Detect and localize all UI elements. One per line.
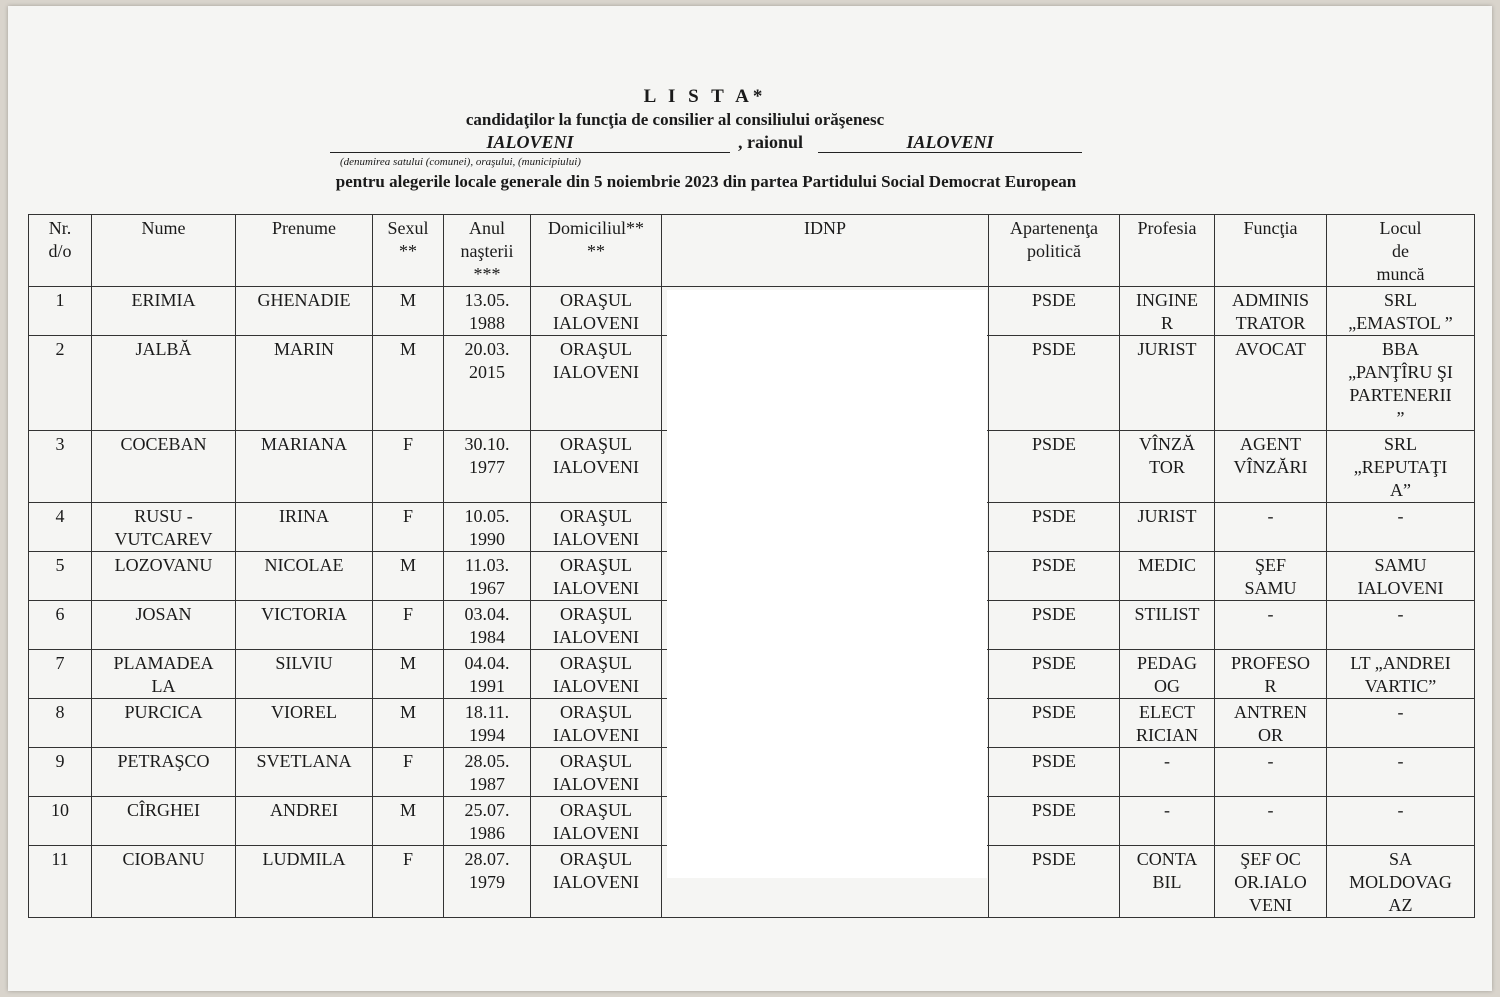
- col-header-idnp: IDNP: [662, 215, 989, 287]
- cell-domiciliul: ORAŞUL IALOVENI: [531, 699, 662, 748]
- cell-functia: AGENT VÎNZĂRI: [1215, 431, 1327, 503]
- cell-anul: 28.05. 1987: [444, 748, 531, 797]
- cell-nr: 1: [29, 287, 92, 336]
- cell-nume: CÎRGHEI: [92, 797, 236, 846]
- locality-note: (denumirea satului (comunei), oraşului, (municipiului): [340, 156, 581, 168]
- cell-locul: -: [1327, 503, 1475, 552]
- cell-profesia: MEDIC: [1120, 552, 1215, 601]
- cell-locul: -: [1327, 797, 1475, 846]
- cell-anul: 03.04. 1984: [444, 601, 531, 650]
- cell-sexul: F: [373, 503, 444, 552]
- cell-prenume: MARIANA: [236, 431, 373, 503]
- cell-nr: 7: [29, 650, 92, 699]
- cell-domiciliul: ORAŞUL IALOVENI: [531, 748, 662, 797]
- col-header-functia: Funcţia: [1215, 215, 1327, 287]
- cell-sexul: F: [373, 431, 444, 503]
- cell-sexul: F: [373, 601, 444, 650]
- cell-apartenenta: PSDE: [989, 552, 1120, 601]
- cell-nr: 3: [29, 431, 92, 503]
- cell-domiciliul: ORAŞUL IALOVENI: [531, 336, 662, 431]
- cell-functia: -: [1215, 601, 1327, 650]
- cell-apartenenta: PSDE: [989, 748, 1120, 797]
- cell-profesia: -: [1120, 748, 1215, 797]
- cell-nr: 4: [29, 503, 92, 552]
- page-title: L I S T A*: [643, 86, 767, 107]
- cell-sexul: F: [373, 846, 444, 918]
- cell-nr: 9: [29, 748, 92, 797]
- cell-sexul: M: [373, 797, 444, 846]
- cell-nume: COCEBAN: [92, 431, 236, 503]
- cell-profesia: -: [1120, 797, 1215, 846]
- cell-nr: 8: [29, 699, 92, 748]
- cell-locul: LT „ANDREI VARTIC”: [1327, 650, 1475, 699]
- cell-apartenenta: PSDE: [989, 601, 1120, 650]
- cell-sexul: M: [373, 552, 444, 601]
- cell-locul: SRL „EMASTOL ”: [1327, 287, 1475, 336]
- cell-profesia: PEDAG OG: [1120, 650, 1215, 699]
- page-subtitle: candidaţilor la funcţia de consilier al consiliului orăşenesc: [465, 110, 885, 129]
- cell-anul: 04.04. 1991: [444, 650, 531, 699]
- cell-sexul: M: [373, 287, 444, 336]
- cell-apartenenta: PSDE: [989, 797, 1120, 846]
- col-header-sexul: Sexul **: [373, 215, 444, 287]
- election-line: pentru alegerile locale generale din 5 noiembrie 2023 din partea Partidului Social Democrat European: [335, 172, 1077, 191]
- cell-prenume: VIOREL: [236, 699, 373, 748]
- cell-prenume: ANDREI: [236, 797, 373, 846]
- cell-locul: SAMU IALOVENI: [1327, 552, 1475, 601]
- raion-field: IALOVENI: [818, 132, 1082, 153]
- cell-functia: -: [1215, 748, 1327, 797]
- cell-domiciliul: ORAŞUL IALOVENI: [531, 797, 662, 846]
- col-header-anul: Anul naşterii ***: [444, 215, 531, 287]
- cell-apartenenta: PSDE: [989, 336, 1120, 431]
- raion-label: , raionul: [738, 132, 804, 152]
- table-header-row: [29, 215, 1475, 287]
- cell-profesia: INGINE R: [1120, 287, 1215, 336]
- cell-nume: ERIMIA: [92, 287, 236, 336]
- cell-anul: 28.07. 1979: [444, 846, 531, 918]
- col-header-locul: Locul de muncă: [1327, 215, 1475, 287]
- cell-functia: PROFESO R: [1215, 650, 1327, 699]
- cell-prenume: LUDMILA: [236, 846, 373, 918]
- cell-locul: BBA „PANŢÎRU ŞI PARTENERII ”: [1327, 336, 1475, 431]
- cell-nr: 11: [29, 846, 92, 918]
- cell-locul: SA MOLDOVAG AZ: [1327, 846, 1475, 918]
- col-header-domiciliul: Domiciliul** **: [531, 215, 662, 287]
- cell-nume: RUSU - VUTCAREV: [92, 503, 236, 552]
- cell-apartenenta: PSDE: [989, 287, 1120, 336]
- cell-nume: JALBĂ: [92, 336, 236, 431]
- col-header-nume: Nume: [92, 215, 236, 287]
- cell-functia: ANTREN OR: [1215, 699, 1327, 748]
- cell-domiciliul: ORAŞUL IALOVENI: [531, 287, 662, 336]
- cell-prenume: MARIN: [236, 336, 373, 431]
- cell-functia: -: [1215, 797, 1327, 846]
- cell-nume: PLAMADEA LA: [92, 650, 236, 699]
- cell-anul: 13.05. 1988: [444, 287, 531, 336]
- cell-sexul: M: [373, 336, 444, 431]
- cell-sexul: F: [373, 748, 444, 797]
- cell-sexul: M: [373, 650, 444, 699]
- cell-domiciliul: ORAŞUL IALOVENI: [531, 431, 662, 503]
- cell-prenume: SVETLANA: [236, 748, 373, 797]
- cell-functia: ŞEF OC OR.IALO VENI: [1215, 846, 1327, 918]
- cell-nume: CIOBANU: [92, 846, 236, 918]
- cell-nume: PURCICA: [92, 699, 236, 748]
- cell-profesia: ELECT RICIAN: [1120, 699, 1215, 748]
- cell-domiciliul: ORAŞUL IALOVENI: [531, 601, 662, 650]
- cell-anul: 20.03. 2015: [444, 336, 531, 431]
- col-header-apartenenta: Apartenenţa politică: [989, 215, 1120, 287]
- cell-nr: 5: [29, 552, 92, 601]
- cell-nr: 10: [29, 797, 92, 846]
- cell-profesia: STILIST: [1120, 601, 1215, 650]
- locality-line: [330, 132, 1090, 156]
- cell-locul: -: [1327, 601, 1475, 650]
- cell-prenume: SILVIU: [236, 650, 373, 699]
- cell-domiciliul: ORAŞUL IALOVENI: [531, 650, 662, 699]
- cell-functia: -: [1215, 503, 1327, 552]
- cell-sexul: M: [373, 699, 444, 748]
- cell-functia: ŞEF SAMU: [1215, 552, 1327, 601]
- cell-prenume: VICTORIA: [236, 601, 373, 650]
- cell-functia: ADMINIS TRATOR: [1215, 287, 1327, 336]
- cell-anul: 10.05. 1990: [444, 503, 531, 552]
- idnp-redaction-block: [667, 290, 987, 878]
- cell-profesia: JURIST: [1120, 336, 1215, 431]
- cell-locul: -: [1327, 748, 1475, 797]
- cell-apartenenta: PSDE: [989, 431, 1120, 503]
- cell-locul: -: [1327, 699, 1475, 748]
- cell-anul: 18.11. 1994: [444, 699, 531, 748]
- col-header-prenume: Prenume: [236, 215, 373, 287]
- col-header-profesia: Profesia: [1120, 215, 1215, 287]
- cell-locul: SRL „REPUTAŢI A”: [1327, 431, 1475, 503]
- cell-profesia: VÎNZĂ TOR: [1120, 431, 1215, 503]
- cell-apartenenta: PSDE: [989, 650, 1120, 699]
- cell-functia: AVOCAT: [1215, 336, 1327, 431]
- cell-domiciliul: ORAŞUL IALOVENI: [531, 846, 662, 918]
- cell-prenume: IRINA: [236, 503, 373, 552]
- cell-anul: 30.10. 1977: [444, 431, 531, 503]
- cell-apartenenta: PSDE: [989, 846, 1120, 918]
- cell-prenume: NICOLAE: [236, 552, 373, 601]
- cell-apartenenta: PSDE: [989, 503, 1120, 552]
- cell-nr: 2: [29, 336, 92, 431]
- cell-prenume: GHENADIE: [236, 287, 373, 336]
- cell-apartenenta: PSDE: [989, 699, 1120, 748]
- cell-profesia: CONTA BIL: [1120, 846, 1215, 918]
- cell-nume: PETRAŞCO: [92, 748, 236, 797]
- locality-field: IALOVENI: [330, 132, 730, 153]
- cell-domiciliul: ORAŞUL IALOVENI: [531, 552, 662, 601]
- cell-nume: LOZOVANU: [92, 552, 236, 601]
- cell-anul: 11.03. 1967: [444, 552, 531, 601]
- cell-anul: 25.07. 1986: [444, 797, 531, 846]
- cell-profesia: JURIST: [1120, 503, 1215, 552]
- cell-domiciliul: ORAŞUL IALOVENI: [531, 503, 662, 552]
- col-header-nr: Nr. d/o: [29, 215, 92, 287]
- cell-nr: 6: [29, 601, 92, 650]
- cell-nume: JOSAN: [92, 601, 236, 650]
